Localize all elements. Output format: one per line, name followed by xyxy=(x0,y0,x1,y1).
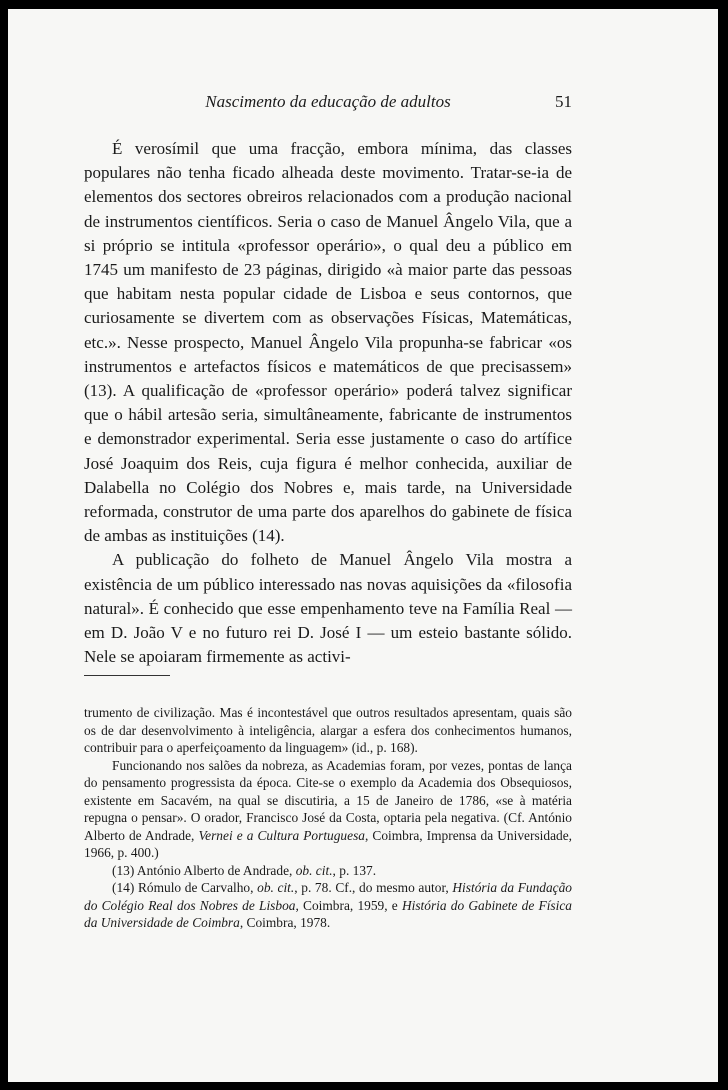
running-header xyxy=(84,92,572,116)
footnote-text: (14) Rómulo de Carvalho, xyxy=(112,880,258,895)
footnote-text: , Coimbra, 1959, e xyxy=(295,897,402,913)
paragraph-1: É verosímil que uma fracção, embora mínima, das classes populares não tenha ficado alheada deste movimento. Tratar-se-ia de elementos dos sectores obreiros relacionados com a produção nacional de instrumentos científicos. Seria o caso de Manuel Ângelo Vila, que a si próprio se intitula «professor operário», o qual deu a público em 1745 um manifesto de 23 páginas, dirigido «à maior parte das pessoas que habitam nesta popular cidade de Lisboa e seus contornos, que curiosamente se divertem com as observações Físicas, Matemáticas, etc.». Nesse prospecto, Manuel Ângelo Vila propunha-se fabricar «os instrumentos e artefactos físicos e matemáticos de que precisassem» (13). A qualificação de «professor operário» poderá talvez significar que o hábil artesão seria, simultâneamente, fabricante de instrumentos e demonstrador experimental. Seria esse justamente o caso do artífice José Joaquim dos Reis, cuja figura é melhor conhecida, auxiliar de Dalabella no Colégio dos Nobres e, mais tarde, na Universidade reformada, construtor de uma parte dos aparelhos do gabinete de física de ambas as instituições (14). xyxy=(84,139,572,546)
footnote-13 xyxy=(84,862,572,880)
footnote-text: , p. 137. xyxy=(332,862,377,878)
footnote-text: (13) António Alberto de Andrade, xyxy=(112,862,296,878)
footnote-text: , p. 78. Cf., do mesmo autor, xyxy=(294,880,453,895)
main-text xyxy=(84,137,572,669)
footnote-separator xyxy=(84,675,170,676)
book-title: Vernei e a Cultura Portuguesa xyxy=(198,827,365,843)
footnote-ital: ob. cit. xyxy=(295,862,333,878)
paragraph-2: A publicação do folheto de Manuel Ângelo Vila mostra a existência de um público interessado nas novas aquisições da «filosofia natural». É conhecido que esse empenhamento teve na Família Real — em D. João V e no futuro rei D. José I — um esteio bastante sólido. Nele se apoiaram firmemente as activi- xyxy=(84,550,572,667)
footnote-continuation: trumento de civilização. Mas é incontestável que outros resultados apresentam, quais são os de dar desenvolvimento à inteligência, alargar a esfera dos conhecimentos humanos, contribuir para o aperfeiçoamento da linguagem» (id., p. 168). xyxy=(84,705,572,755)
footnote-academias xyxy=(84,757,572,862)
footnote-14 xyxy=(84,879,572,932)
footnotes xyxy=(84,704,572,932)
book-title: História da Fundação do Colégio Real dos Nobres de Lisboa xyxy=(84,880,572,913)
footnote-text: , Coimbra, 1978. xyxy=(239,915,331,930)
footnote-ital: ob. cit. xyxy=(257,880,295,895)
book-title: História do Gabinete de Física da Universidade de Coimbra xyxy=(84,897,572,930)
footnote-text: Funcionando nos salões da nobreza, as Academias foram, por vezes, pontas de lança do pensamento progressista da época. Cite-se o exemplo da Academia dos Obsequiosos, existente em Sacavém, na qual se discutiria, a 15 de Janeiro de 1786, «se à matéria repugna o pensar». O orador, Francisco José da Costa, optaria pela negativa. (Cf. António Alberto de Andrade, xyxy=(84,757,572,843)
page-number: 51 xyxy=(555,92,572,111)
footnote-text: , Coimbra, Imprensa da Universidade, 1966, p. 400.) xyxy=(84,827,573,860)
running-title: Nascimento da educação de adultos xyxy=(205,92,451,111)
